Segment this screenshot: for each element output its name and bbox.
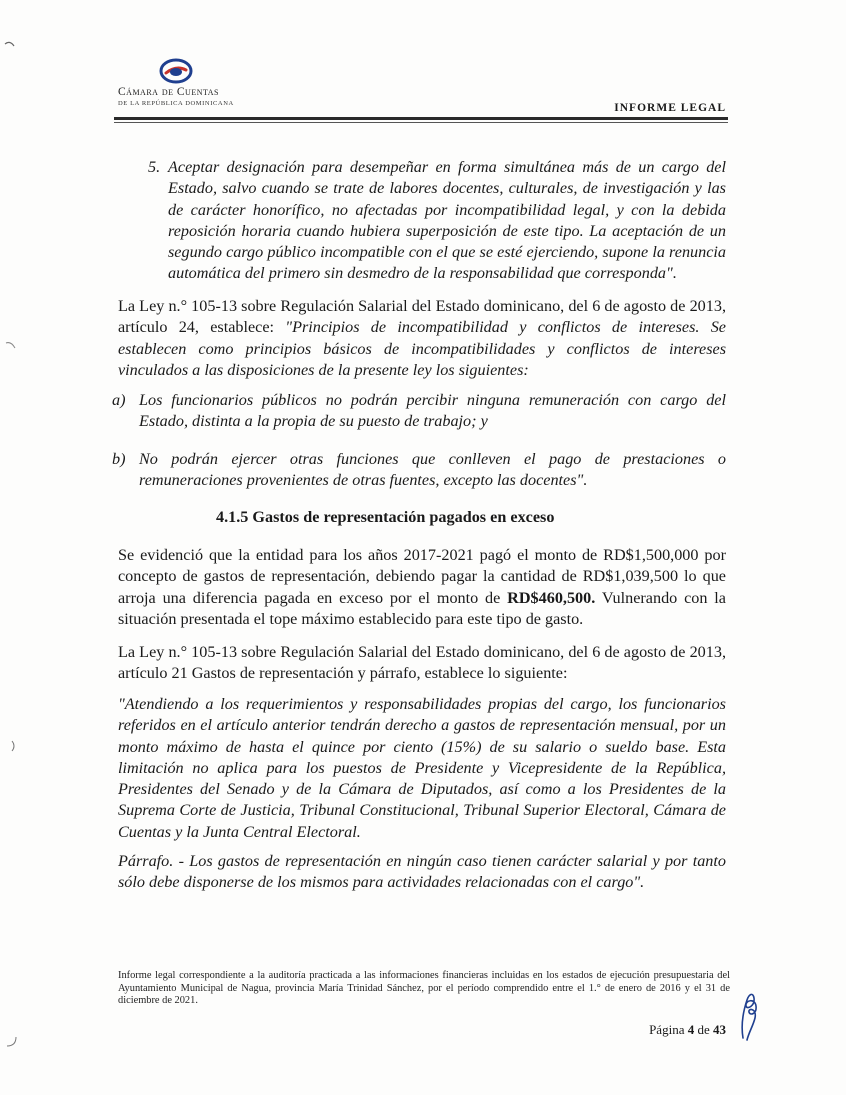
list-marker: a) — [112, 391, 126, 409]
page-number — [649, 1022, 726, 1038]
law-24-paragraph — [118, 296, 726, 381]
camara-de-cuentas-logo-icon — [158, 56, 194, 86]
scan-edge-mark-icon — [4, 40, 18, 52]
list-item — [112, 390, 726, 433]
report-label: INFORME LEGAL — [614, 102, 726, 114]
item-number: 5. — [148, 158, 161, 176]
scan-edge-mark-icon — [4, 740, 18, 752]
org-name: Cámara de Cuentas — [118, 86, 219, 98]
org-subtitle: DE LA REPÚBLICA DOMINICANA — [118, 100, 234, 107]
law-24-lead: La Ley n.° 105-13 sobre Regulación Salarial del Estado dominicano, del 6 de agosto de 2013, artículo 24, establece: — [118, 297, 726, 337]
finding-text-before: Se evidenció que la entidad para los años 2017-2021 pagó el monto de RD$1,500,000 por concepto de gastos de representación, debiendo pagar la cantidad de RD$1,039,500 lo que arroja una diferencia pagada en exceso por el monto de — [118, 546, 726, 607]
section-heading: 4.1.5 Gastos de representación pagados en exceso — [216, 508, 555, 526]
finding-paragraph — [118, 545, 726, 630]
page-current: 4 — [687, 1022, 695, 1037]
list-marker: b) — [112, 450, 126, 468]
list-item — [112, 449, 726, 492]
finding-text-after: Vulnerando con la situación presentada el tope máximo establecido para este tipo de gasto. — [118, 588, 726, 628]
parrafo-quote: Párrafo. - Los gastos de representación en ningún caso tienen carácter salarial y por tanto sólo debe disponerse de los mismos para actividades relacionadas con el cargo". — [118, 852, 726, 892]
header-rule-thin — [114, 122, 728, 123]
excess-amount: RD$460,500. — [507, 588, 596, 607]
scan-edge-mark-icon — [4, 1036, 18, 1048]
law-24-quote: "Principios de incompatibilidad y conflictos de intereses. Se establecen como principios básicos de incompatibilidades y conflictos de intereses vinculados a las disposiciones de la presente ley los siguientes: — [118, 318, 726, 379]
header-rule — [114, 117, 728, 120]
page-total: 43 — [713, 1022, 726, 1037]
page-separator: de — [697, 1022, 710, 1037]
law-21-quote: "Atendiendo a los requerimientos y responsabilidades propias del cargo, los funcionarios referidos en el artículo anterior tendrán derecho a gastos de representación mensual, por un monto máximo de hasta el quince por ciento (15%) de su salario o sueldo base. Esta limitación no aplica para los puestos de Presidente y Vicepresidente de la República, Presidentes del Senado y de la Cámara de Diputados, así como a los Presidentes de la Suprema Corte de Justicia, Tribunal Constitucional, Tribunal Superior Electoral, Cámara de Cuentas y la Junta Central Electoral. — [118, 695, 726, 841]
scan-edge-mark-icon — [4, 340, 18, 352]
law-21-paragraph: La Ley n.° 105-13 sobre Regulación Salarial del Estado dominicano, del 6 de agosto de 2013, artículo 21 Gastos de representación y párrafo, establece lo siguiente: — [118, 643, 726, 683]
list-item-text: Los funcionarios públicos no podrán percibir ninguna remuneración con cargo del Estado, distinta a la propia de su puesto de trabajo; y — [139, 391, 726, 431]
item-text: Aceptar designación para desempeñar en forma simultánea más de un cargo del Estado, salvo cuando se trate de labores docentes, culturales, de investigación y las de carácter honorífico, no afectadas por incompatibilidad legal, y con la debida reposición horaria cuando hubiera superposición de este tipo. La aceptación de un segundo cargo público incompatible con el que se esté ejerciendo, supone la renuncia automática del primero sin desmedro de la responsabilidad que corresponda". — [168, 158, 726, 283]
footer-note: Informe legal correspondiente a la auditoría practicada a las informaciones financieras incluidas en los estados de ejecución presupuestaria del Ayuntamiento Municipal de Nagua, provincia María Trinidad Sánchez, por el período comprendido entre el 1.° de enero de 2016 y el 31 de diciembre de 2021. — [118, 970, 730, 1007]
list-item-text: No podrán ejercer otras funciones que conlleven el pago de prestaciones o remuneraciones provenientes de otras fuentes, excepto las docentes". — [139, 450, 726, 490]
page-prefix: Página — [649, 1022, 685, 1037]
numbered-item-5 — [148, 157, 726, 285]
handwritten-initials-icon — [737, 986, 761, 1042]
